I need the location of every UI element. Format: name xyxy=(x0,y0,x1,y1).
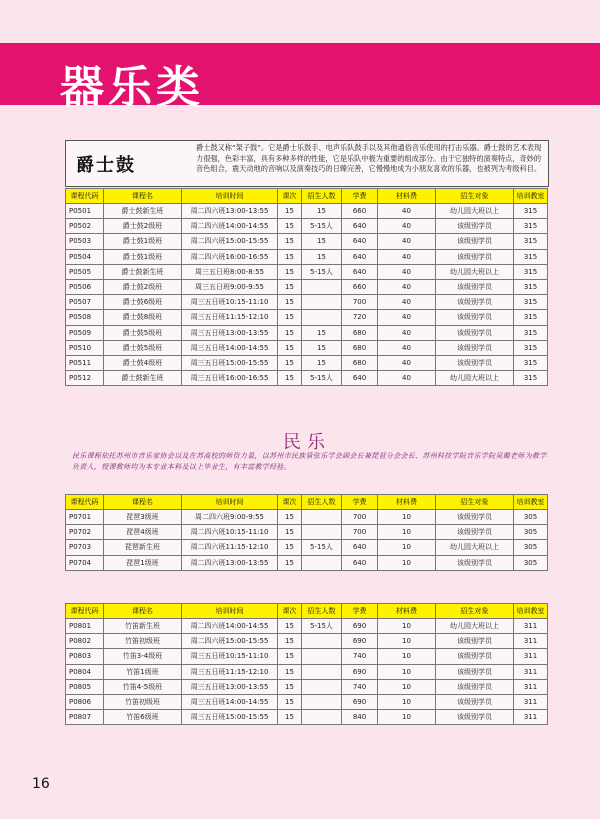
cell-schedule: 周二四六班11:15-12:10 xyxy=(182,540,278,555)
header-schedule: 培训时间 xyxy=(182,604,278,619)
header-material-fee: 材料费 xyxy=(378,604,436,619)
cell-classroom: 315 xyxy=(514,249,548,264)
cell-schedule: 周二四六班15:00-15:55 xyxy=(182,634,278,649)
cell-course-name: 爵士鼓新生班 xyxy=(104,204,182,219)
cell-target: 该级别学员 xyxy=(436,219,514,234)
cell-course-code: P0701 xyxy=(66,510,104,525)
cell-target: 该级别学员 xyxy=(436,295,514,310)
cell-schedule: 周二四六班13:00-13:55 xyxy=(182,555,278,570)
cell-course-code: P0506 xyxy=(66,279,104,294)
cell-tuition: 680 xyxy=(342,355,378,370)
cell-material-fee: 10 xyxy=(378,619,436,634)
cell-tuition: 840 xyxy=(342,710,378,725)
cell-material-fee: 40 xyxy=(378,355,436,370)
cell-tuition: 700 xyxy=(342,295,378,310)
cell-course-name: 爵士鼓1级班 xyxy=(104,249,182,264)
cell-classroom: 311 xyxy=(514,694,548,709)
cell-course-code: P0702 xyxy=(66,525,104,540)
cell-target: 该级别学员 xyxy=(436,634,514,649)
cell-enrollment xyxy=(302,555,342,570)
header-tuition: 学费 xyxy=(342,189,378,204)
pipa-table xyxy=(65,494,548,571)
cell-enrollment xyxy=(302,310,342,325)
cell-enrollment: 15 xyxy=(302,234,342,249)
table-row xyxy=(66,325,548,340)
cell-tuition: 680 xyxy=(342,325,378,340)
cell-material-fee: 40 xyxy=(378,295,436,310)
section-title-folk: 民乐 xyxy=(283,432,331,453)
category-title: 器乐类 xyxy=(60,62,204,113)
cell-schedule: 周三五日班13:00-13:55 xyxy=(182,325,278,340)
cell-enrollment: 15 xyxy=(302,249,342,264)
cell-tuition: 690 xyxy=(342,619,378,634)
cell-course-code: P0806 xyxy=(66,694,104,709)
cell-target: 该级别学员 xyxy=(436,355,514,370)
cell-schedule: 周二四六班15:00-15:55 xyxy=(182,234,278,249)
cell-classroom: 315 xyxy=(514,204,548,219)
cell-material-fee: 40 xyxy=(378,264,436,279)
cell-schedule: 周二四六班10:15-11:10 xyxy=(182,525,278,540)
cell-schedule: 周三五日班8:00-8:55 xyxy=(182,264,278,279)
cell-schedule: 周三五日班9:00-9:55 xyxy=(182,279,278,294)
cell-sessions: 15 xyxy=(278,664,302,679)
header-course-code: 课程代码 xyxy=(66,189,104,204)
cell-course-name: 琵琶1级班 xyxy=(104,555,182,570)
cell-target: 幼儿园大班以上 xyxy=(436,264,514,279)
cell-classroom: 305 xyxy=(514,525,548,540)
table-row xyxy=(66,264,548,279)
cell-enrollment: 5-15人 xyxy=(302,219,342,234)
cell-course-code: P0511 xyxy=(66,355,104,370)
table-row xyxy=(66,310,548,325)
cell-schedule: 周二四六班16:00-16:55 xyxy=(182,249,278,264)
cell-schedule: 周二四六班14:00-14:55 xyxy=(182,619,278,634)
cell-tuition: 680 xyxy=(342,340,378,355)
cell-sessions: 15 xyxy=(278,310,302,325)
table-row xyxy=(66,295,548,310)
dizi-table xyxy=(65,603,548,725)
cell-enrollment: 5-15人 xyxy=(302,540,342,555)
cell-classroom: 305 xyxy=(514,555,548,570)
cell-tuition: 640 xyxy=(342,264,378,279)
table-row xyxy=(66,649,548,664)
cell-target: 该级别学员 xyxy=(436,694,514,709)
cell-sessions: 15 xyxy=(278,219,302,234)
cell-enrollment xyxy=(302,694,342,709)
header-material-fee: 材料费 xyxy=(378,189,436,204)
cell-classroom: 315 xyxy=(514,219,548,234)
table-header-row xyxy=(66,604,548,619)
cell-sessions: 15 xyxy=(278,340,302,355)
cell-material-fee: 10 xyxy=(378,540,436,555)
cell-sessions: 15 xyxy=(278,325,302,340)
cell-sessions: 15 xyxy=(278,264,302,279)
header-course-name: 课程名 xyxy=(104,604,182,619)
cell-course-code: P0703 xyxy=(66,540,104,555)
cell-course-code: P0512 xyxy=(66,371,104,386)
cell-target: 该级别学员 xyxy=(436,710,514,725)
cell-course-code: P0503 xyxy=(66,234,104,249)
cell-schedule: 周三五日班16:00-16:55 xyxy=(182,371,278,386)
cell-classroom: 315 xyxy=(514,310,548,325)
cell-sessions: 15 xyxy=(278,555,302,570)
cell-schedule: 周三五日班14:00-14:55 xyxy=(182,694,278,709)
cell-sessions: 15 xyxy=(278,355,302,370)
table-header-row xyxy=(66,495,548,510)
cell-classroom: 315 xyxy=(514,371,548,386)
cell-tuition: 740 xyxy=(342,679,378,694)
table-row xyxy=(66,679,548,694)
cell-enrollment xyxy=(302,295,342,310)
cell-sessions: 15 xyxy=(278,540,302,555)
header-enrollment: 招生人数 xyxy=(302,604,342,619)
cell-course-code: P0501 xyxy=(66,204,104,219)
cell-enrollment: 15 xyxy=(302,204,342,219)
cell-classroom: 315 xyxy=(514,325,548,340)
cell-classroom: 311 xyxy=(514,664,548,679)
cell-enrollment xyxy=(302,510,342,525)
cell-classroom: 311 xyxy=(514,679,548,694)
cell-material-fee: 40 xyxy=(378,204,436,219)
cell-tuition: 720 xyxy=(342,310,378,325)
cell-course-name: 爵士鼓8级班 xyxy=(104,310,182,325)
cell-enrollment xyxy=(302,649,342,664)
cell-tuition: 690 xyxy=(342,664,378,679)
cell-target: 该级别学员 xyxy=(436,340,514,355)
header-sessions: 课次 xyxy=(278,495,302,510)
cell-enrollment: 5-15人 xyxy=(302,371,342,386)
cell-sessions: 15 xyxy=(278,694,302,709)
header-enrollment: 招生人数 xyxy=(302,495,342,510)
cell-target: 该级别学员 xyxy=(436,249,514,264)
cell-sessions: 15 xyxy=(278,371,302,386)
header-classroom: 培训教室 xyxy=(514,495,548,510)
cell-schedule: 周三五日班11:15-12:10 xyxy=(182,310,278,325)
cell-enrollment: 15 xyxy=(302,355,342,370)
cell-sessions: 15 xyxy=(278,249,302,264)
cell-classroom: 305 xyxy=(514,540,548,555)
cell-classroom: 315 xyxy=(514,279,548,294)
section-description-folk: 民乐课程依托苏州市音乐家协会以及在苏高校的师资力量，以苏州市民族管弦乐学会副会长兼琵琶分会会长、苏州科技学院音乐学院吴璐老师为教学负责人，授课教师均为本专业本科及以上毕业生，有丰富教学经验。 xyxy=(72,452,547,471)
table-row xyxy=(66,279,548,294)
cell-course-code: P0801 xyxy=(66,619,104,634)
cell-tuition: 690 xyxy=(342,694,378,709)
header-course-code: 课程代码 xyxy=(66,495,104,510)
cell-material-fee: 10 xyxy=(378,694,436,709)
header-tuition: 学费 xyxy=(342,495,378,510)
header-material-fee: 材料费 xyxy=(378,495,436,510)
cell-sessions: 15 xyxy=(278,525,302,540)
cell-sessions: 15 xyxy=(278,634,302,649)
cell-target: 该级别学员 xyxy=(436,555,514,570)
cell-classroom: 315 xyxy=(514,264,548,279)
cell-schedule: 周三五日班13:00-13:55 xyxy=(182,679,278,694)
cell-classroom: 311 xyxy=(514,634,548,649)
cell-sessions: 15 xyxy=(278,679,302,694)
cell-classroom: 315 xyxy=(514,340,548,355)
table-row xyxy=(66,710,548,725)
cell-course-code: P0508 xyxy=(66,310,104,325)
table-row xyxy=(66,525,548,540)
cell-material-fee: 10 xyxy=(378,664,436,679)
header-target: 招生对象 xyxy=(436,604,514,619)
cell-material-fee: 10 xyxy=(378,634,436,649)
cell-sessions: 15 xyxy=(278,710,302,725)
cell-material-fee: 40 xyxy=(378,234,436,249)
cell-sessions: 15 xyxy=(278,619,302,634)
cell-target: 幼儿园大班以上 xyxy=(436,619,514,634)
cell-target: 该级别学员 xyxy=(436,649,514,664)
cell-tuition: 690 xyxy=(342,634,378,649)
cell-enrollment: 15 xyxy=(302,340,342,355)
cell-tuition: 640 xyxy=(342,371,378,386)
cell-schedule: 周二四六班9:00-9:55 xyxy=(182,510,278,525)
header-sessions: 课次 xyxy=(278,189,302,204)
cell-target: 该级别学员 xyxy=(436,310,514,325)
header-tuition: 学费 xyxy=(342,604,378,619)
cell-schedule: 周二四六班14:00-14:55 xyxy=(182,219,278,234)
cell-course-code: P0505 xyxy=(66,264,104,279)
header-course-name: 课程名 xyxy=(104,189,182,204)
cell-schedule: 周三五日班14:00-14:55 xyxy=(182,340,278,355)
cell-course-name: 爵士鼓1级班 xyxy=(104,234,182,249)
cell-sessions: 15 xyxy=(278,204,302,219)
table-row xyxy=(66,355,548,370)
cell-target: 该级别学员 xyxy=(436,664,514,679)
cell-sessions: 15 xyxy=(278,279,302,294)
cell-target: 该级别学员 xyxy=(436,679,514,694)
cell-classroom: 315 xyxy=(514,355,548,370)
table-row xyxy=(66,204,548,219)
cell-course-code: P0510 xyxy=(66,340,104,355)
cell-course-name: 竹笛新生班 xyxy=(104,619,182,634)
cell-target: 幼儿园大班以上 xyxy=(436,204,514,219)
cell-target: 该级别学员 xyxy=(436,279,514,294)
table-row xyxy=(66,664,548,679)
cell-course-code: P0507 xyxy=(66,295,104,310)
cell-material-fee: 40 xyxy=(378,249,436,264)
cell-classroom: 305 xyxy=(514,510,548,525)
top-strip xyxy=(0,0,600,43)
cell-classroom: 311 xyxy=(514,619,548,634)
cell-material-fee: 10 xyxy=(378,555,436,570)
cell-schedule: 周三五日班15:00-15:55 xyxy=(182,710,278,725)
cell-tuition: 740 xyxy=(342,649,378,664)
cell-course-name: 爵士鼓5级班 xyxy=(104,325,182,340)
cell-schedule: 周三五日班11:15-12:10 xyxy=(182,664,278,679)
jazz-drum-table xyxy=(65,188,548,386)
cell-schedule: 周三五日班15:00-15:55 xyxy=(182,355,278,370)
cell-course-code: P0803 xyxy=(66,649,104,664)
table-row xyxy=(66,234,548,249)
header-course-code: 课程代码 xyxy=(66,604,104,619)
cell-sessions: 15 xyxy=(278,510,302,525)
cell-course-name: 琵琶4级班 xyxy=(104,525,182,540)
cell-course-code: P0704 xyxy=(66,555,104,570)
cell-tuition: 700 xyxy=(342,510,378,525)
cell-course-name: 琵琶3级班 xyxy=(104,510,182,525)
cell-course-name: 爵士鼓新生班 xyxy=(104,371,182,386)
cell-tuition: 640 xyxy=(342,219,378,234)
cell-course-code: P0504 xyxy=(66,249,104,264)
cell-course-name: 爵士鼓6级班 xyxy=(104,295,182,310)
cell-course-code: P0807 xyxy=(66,710,104,725)
table-header-row xyxy=(66,189,548,204)
category-banner xyxy=(0,43,600,113)
cell-tuition: 640 xyxy=(342,540,378,555)
table-row xyxy=(66,249,548,264)
cell-material-fee: 10 xyxy=(378,525,436,540)
cell-enrollment xyxy=(302,634,342,649)
cell-course-code: P0805 xyxy=(66,679,104,694)
cell-material-fee: 10 xyxy=(378,710,436,725)
cell-course-name: 竹笛6级班 xyxy=(104,710,182,725)
cell-course-code: P0802 xyxy=(66,634,104,649)
cell-sessions: 15 xyxy=(278,234,302,249)
cell-material-fee: 40 xyxy=(378,310,436,325)
cell-enrollment: 15 xyxy=(302,325,342,340)
cell-target: 幼儿园大班以上 xyxy=(436,540,514,555)
cell-tuition: 660 xyxy=(342,204,378,219)
cell-tuition: 640 xyxy=(342,249,378,264)
cell-tuition: 660 xyxy=(342,279,378,294)
cell-enrollment xyxy=(302,710,342,725)
cell-material-fee: 40 xyxy=(378,279,436,294)
table-row xyxy=(66,555,548,570)
cell-enrollment xyxy=(302,525,342,540)
cell-sessions: 15 xyxy=(278,295,302,310)
cell-material-fee: 10 xyxy=(378,679,436,694)
cell-enrollment xyxy=(302,679,342,694)
cell-course-name: 竹笛初级班 xyxy=(104,634,182,649)
cell-course-name: 爵士鼓2级班 xyxy=(104,279,182,294)
cell-target: 该级别学员 xyxy=(436,325,514,340)
cell-sessions: 15 xyxy=(278,649,302,664)
table-row xyxy=(66,619,548,634)
table-row xyxy=(66,634,548,649)
cell-classroom: 315 xyxy=(514,234,548,249)
cell-enrollment: 5-15人 xyxy=(302,264,342,279)
cell-material-fee: 10 xyxy=(378,649,436,664)
cell-material-fee: 40 xyxy=(378,219,436,234)
cell-course-name: 爵士鼓5级班 xyxy=(104,340,182,355)
cell-classroom: 315 xyxy=(514,295,548,310)
cell-enrollment: 5-15人 xyxy=(302,619,342,634)
header-course-name: 课程名 xyxy=(104,495,182,510)
header-schedule: 培训时间 xyxy=(182,189,278,204)
cell-tuition: 640 xyxy=(342,555,378,570)
cell-classroom: 311 xyxy=(514,710,548,725)
table-row xyxy=(66,219,548,234)
cell-enrollment xyxy=(302,279,342,294)
header-classroom: 培训教室 xyxy=(514,604,548,619)
cell-material-fee: 40 xyxy=(378,340,436,355)
cell-enrollment xyxy=(302,664,342,679)
cell-schedule: 周三五日班10:15-11:10 xyxy=(182,295,278,310)
table-row xyxy=(66,371,548,386)
header-classroom: 培训教室 xyxy=(514,189,548,204)
cell-course-code: P0509 xyxy=(66,325,104,340)
header-target: 招生对象 xyxy=(436,495,514,510)
cell-course-name: 竹笛4-5级班 xyxy=(104,679,182,694)
cell-course-name: 爵士鼓新生班 xyxy=(104,264,182,279)
cell-tuition: 640 xyxy=(342,234,378,249)
cell-course-code: P0502 xyxy=(66,219,104,234)
table-row xyxy=(66,540,548,555)
header-sessions: 课次 xyxy=(278,604,302,619)
intro-description: 爵士鼓又称“架子鼓”。它是爵士乐鼓手、电声乐队鼓手以及其他通俗音乐使用的打击乐器。爵士鼓的艺术表现力很强，色彩丰富，具有多种多样的性能，它是乐队中极为重要的组成部分。由于它独特的演奏特点，奇妙的音色组合，震天动地的音响以及演奏技巧的日臻完善，它慢慢地成为小朋友喜欢的乐器，也被列为考级科目。 xyxy=(196,143,542,173)
cell-target: 该级别学员 xyxy=(436,234,514,249)
cell-course-name: 爵士鼓4级班 xyxy=(104,355,182,370)
table-row xyxy=(66,340,548,355)
cell-course-name: 爵士鼓2级班 xyxy=(104,219,182,234)
table-row xyxy=(66,694,548,709)
intro-instrument-name: 爵士鼓 xyxy=(76,155,136,176)
cell-classroom: 311 xyxy=(514,649,548,664)
cell-material-fee: 40 xyxy=(378,371,436,386)
header-enrollment: 招生人数 xyxy=(302,189,342,204)
cell-course-code: P0804 xyxy=(66,664,104,679)
cell-course-name: 竹笛3-4级班 xyxy=(104,649,182,664)
cell-schedule: 周三五日班10:15-11:10 xyxy=(182,649,278,664)
table-row xyxy=(66,510,548,525)
cell-target: 幼儿园大班以上 xyxy=(436,371,514,386)
cell-course-name: 竹笛初级班 xyxy=(104,694,182,709)
cell-course-name: 竹笛1级班 xyxy=(104,664,182,679)
header-target: 招生对象 xyxy=(436,189,514,204)
cell-schedule: 周二四六班13:00-13:55 xyxy=(182,204,278,219)
cell-material-fee: 10 xyxy=(378,510,436,525)
cell-target: 该级别学员 xyxy=(436,510,514,525)
cell-tuition: 700 xyxy=(342,525,378,540)
jazz-drum-intro xyxy=(65,140,549,187)
header-schedule: 培训时间 xyxy=(182,495,278,510)
page-number: 16 xyxy=(32,776,50,792)
cell-course-name: 琵琶新生班 xyxy=(104,540,182,555)
cell-material-fee: 40 xyxy=(378,325,436,340)
cell-target: 该级别学员 xyxy=(436,525,514,540)
